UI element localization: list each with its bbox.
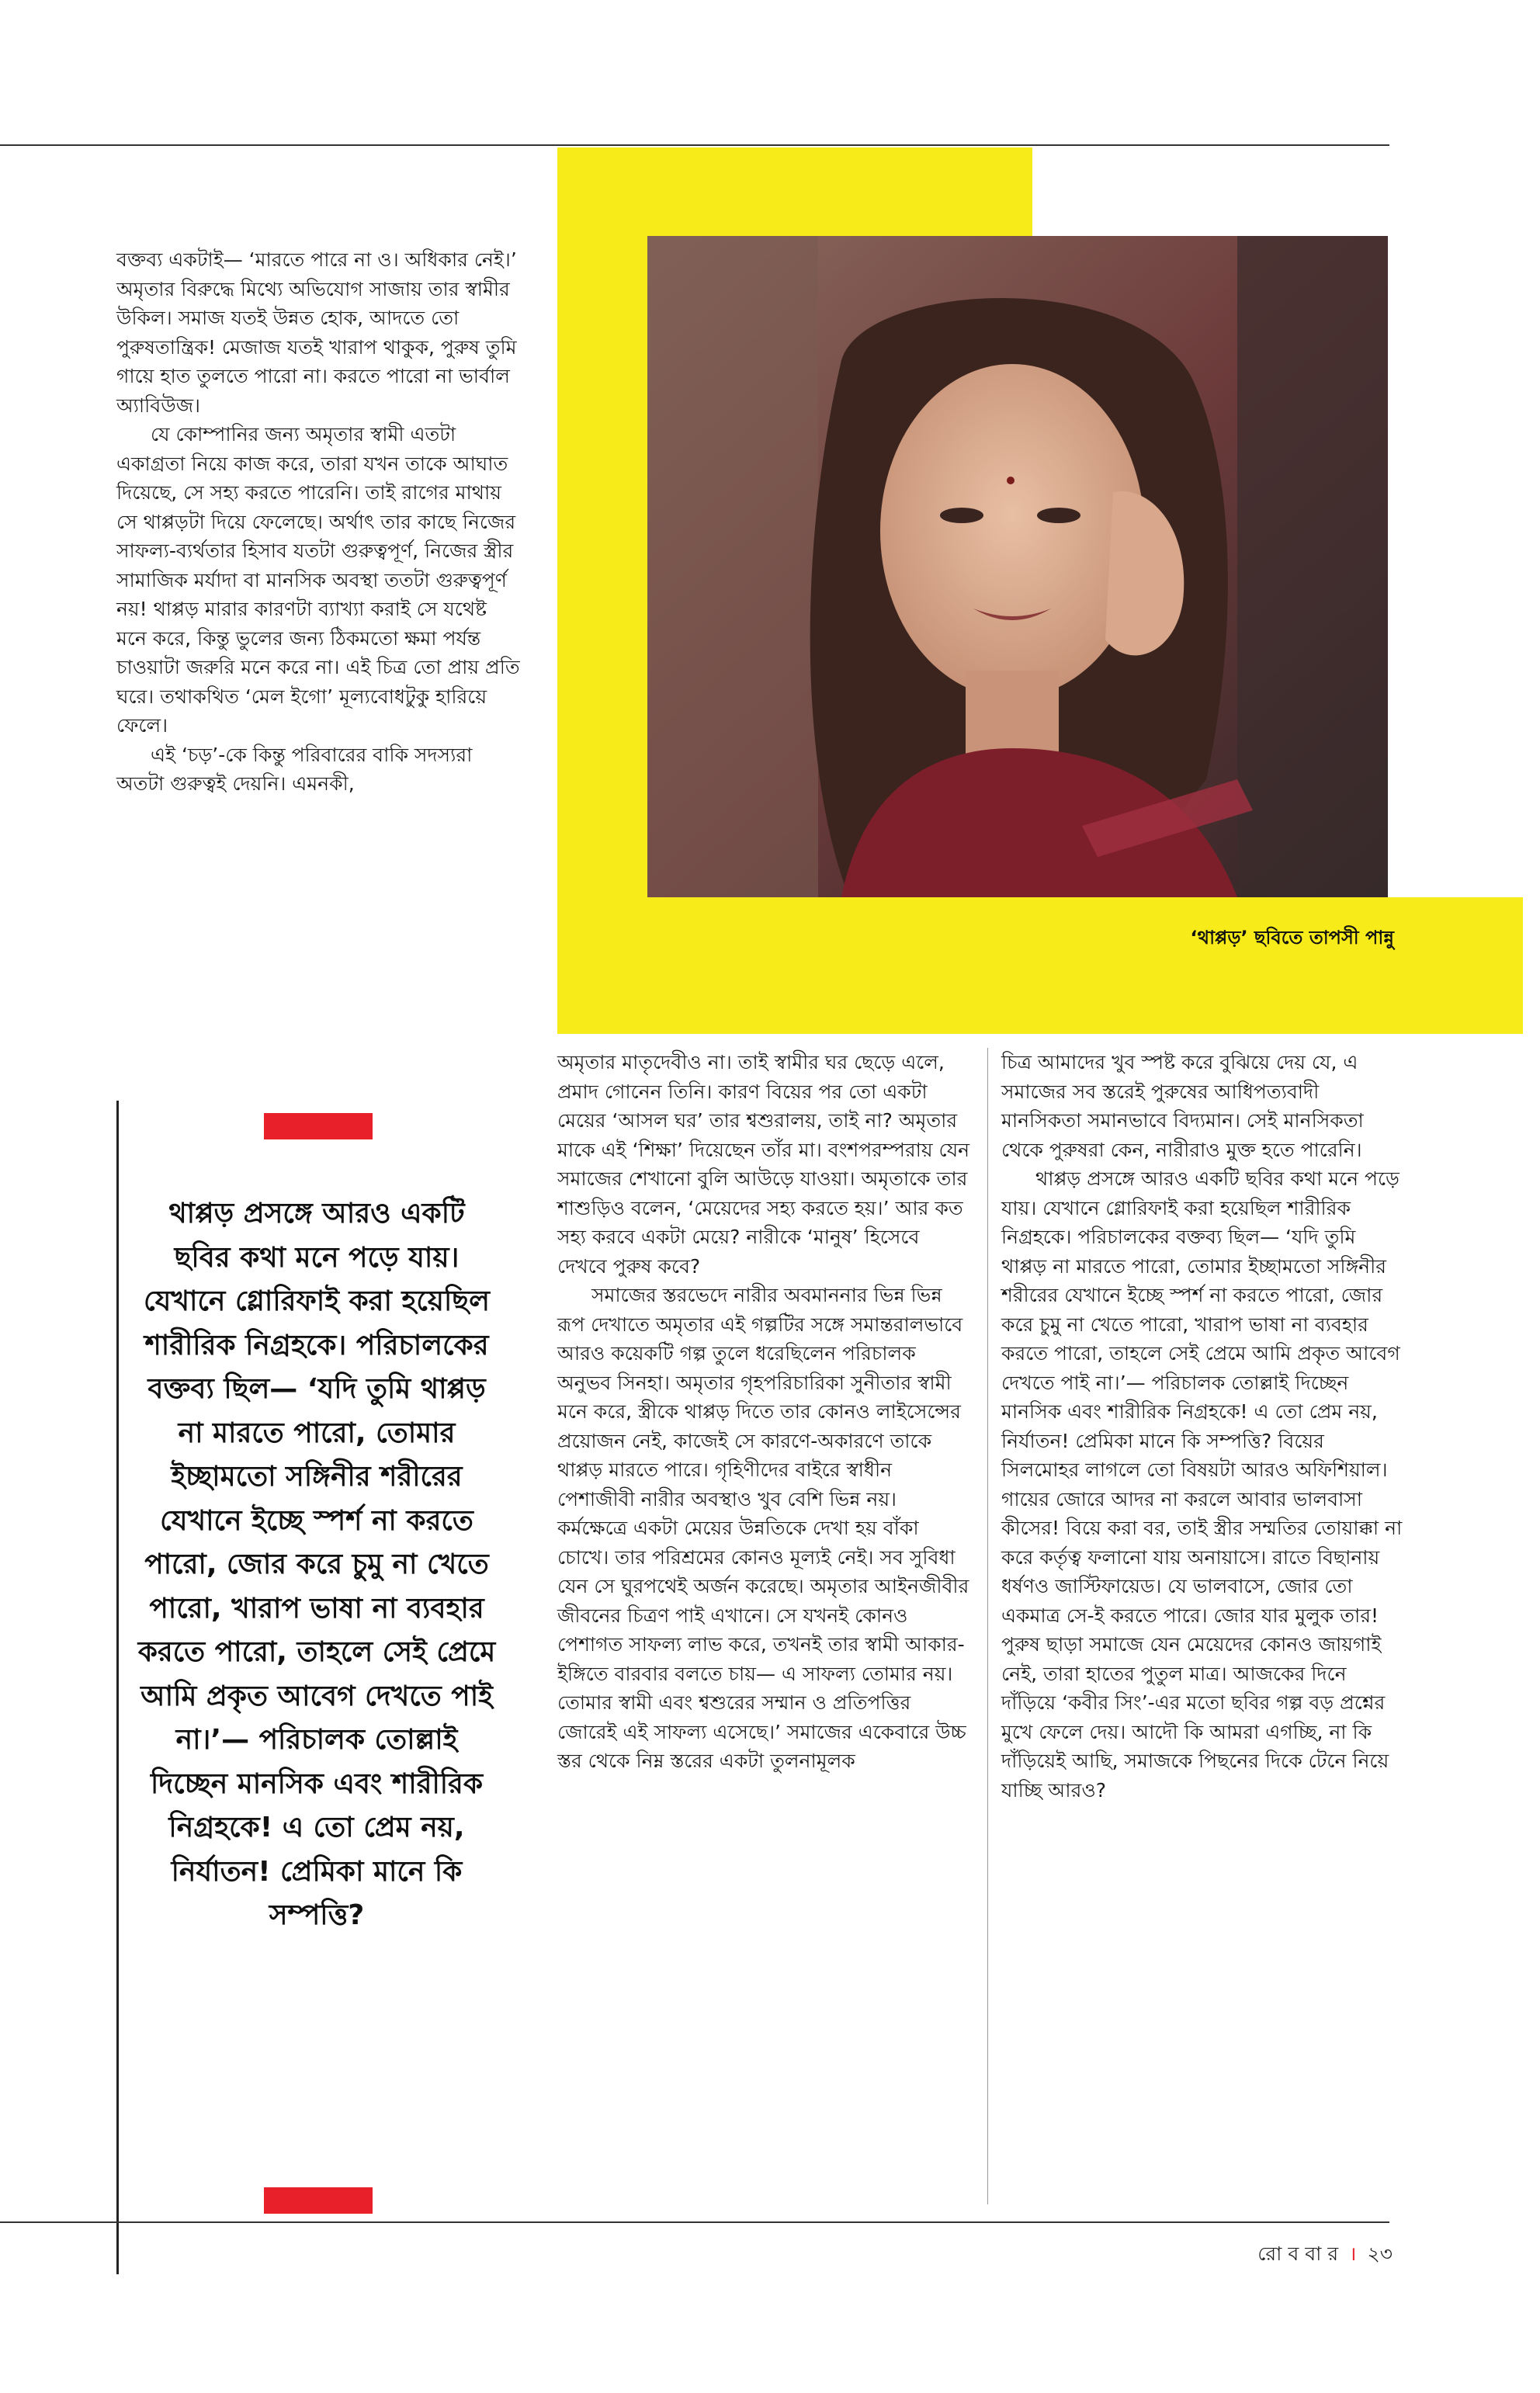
- paragraph: থাপ্পড় প্রসঙ্গে আরও একটি ছবির কথা মনে পড়ে যায়। যেখানে গ্লোরিফাই করা হয়েছিল শারীরিক নিগ্রহকে। পরিচালকের বক্তব্য ছিল— ‘যদি তুমি থাপ্পড় না মারতে পারো, তোমার ইচ্ছামতো সঙ্গিনীর শরীরের যেখানে ইচ্ছে স্পর্শ না করতে পারো, জোর করে চুমু না খেতে পারো, খারাপ ভাষা না ব্যবহার করতে পারো, তাহলে সেই প্রেমে আমি প্রকৃত আবেগ দেখতে পাই না।’— পরিচালক তোল্লাই দিচ্ছেন মানসিক এবং শারীরিক নিগ্রহকে! এ তো প্রেম নয়, নির্যাতন! প্রেমিকা মানে কি সম্পত্তি? বিয়ের সিলমোহর লাগলে তো বিষয়টা আরও অফিশিয়াল। গায়ের জোরে আদর না করলে আবার ভালবাসা কীসের! বিয়ে করা বর, তাই স্ত্রীর সম্মতির তোয়াক্কা না করে কর্তৃত্ব ফলানো যায় অনায়াসে। রাতে বিছানায় ধর্ষণও জাস্টিফায়েড। যে ভালবাসে, জোর তো একমাত্র সে-ই করতে পারে। জোর যার মুলুক তার! পুরুষ ছাড়া সমাজে যেন মেয়েদের কোনও জায়গাই নেই, তারা হাতের পুতুল মাত্র। আজকের দিনে দাঁড়িয়ে ‘কবীর সিং’-এর মতো ছবির গল্প বড় প্রশ্নের মুখে ফেলে দেয়। আদৌ কি আমরা এগচ্ছি, না কি দাঁড়িয়েই আছি, সমাজকে পিছনের দিকে টেনে নিয়ে যাচ্ছি আরও?: [1001, 1167, 1403, 1802]
- article-column-left: [116, 245, 520, 799]
- yellow-accent-left: [557, 147, 647, 978]
- column-divider: [987, 1048, 988, 2204]
- page-footer: [1257, 2239, 1393, 2272]
- page-number: ২৩: [1367, 2242, 1393, 2265]
- film-still-photo: [647, 236, 1388, 897]
- paragraph: অমৃতার মাতৃদেবীও না। তাই স্বামীর ঘর ছেড়ে এলে, প্রমাদ গোনেন তিনি। কারণ বিয়ের পর তো একটা মেয়ের ‘আসল ঘর’ তার শ্বশুরালয়, তাই না? অমৃতার মাকে এই ‘শিক্ষা’ দিয়েছেন তাঁর মা। বংশপরম্পরায় যেন সমাজের শেখানো বুলি আউড়ে যাওয়া। অমৃতাকে তার শাশুড়িও বলেন, ‘মেয়েদের সহ্য করতে হয়।’ আর কত সহ্য করবে একটা মেয়ে? নারীকে ‘মানুষ’ হিসেবে দেখবে পুরুষ কবে?: [557, 1051, 970, 1278]
- paragraph: বক্তব্য একটাই— ‘মারতে পারে না ও। অধিকার নেই।’ অমৃতার বিরুদ্ধে মিথ্যে অভিযোগ সাজায় তার স্বামীর উকিল। সমাজ যতই উন্নত হোক, আদতে তো পুরুষতান্ত্রিক! মেজাজ যতই খারাপ থাকুক, পুরুষ তুমি গায়ে হাত তুলতে পারো না। করতে পারো না ভার্বাল অ্যাবিউজ।: [116, 248, 517, 417]
- article-column-middle: [557, 1048, 973, 1776]
- magazine-name: রো ব বা র: [1257, 2242, 1339, 2265]
- paragraph: সমাজের স্তরভেদে নারীর অবমাননার ভিন্ন ভিন্ন রূপ দেখাতে অমৃতার এই গল্পটির সঙ্গে সমান্তরালভাবে আরও কয়েকটি গল্প তুলে ধরেছিলেন পরিচালক অনুভব সিনহা। অমৃতার গৃহপরিচারিকা সুনীতার স্বামী মনে করে, স্ত্রীকে থাপ্পড় দিতে তার কোনও লাইসেন্সের প্রয়োজন নেই, কাজেই সে কারণে-অকারণে তাকে থাপ্পড় মারতে পারে। গৃহিণীদের বাইরে স্বাধীন পেশাজীবী নারীর অবস্থাও খুব বেশি ভিন্ন নয়। কর্মক্ষেত্রে একটা মেয়ের উন্নতিকে দেখা হয় বাঁকা চোখে। তার পরিশ্রমের কোনও মূল্যই নেই। সব সুবিধা যেন সে ঘুরপথেই অর্জন করেছে। অমৃতার আইনজীবীর জীবনের চিত্রণ পাই এখানে। সে যখনই কোনও পেশাগত সাফল্য লাভ করে, তখনই তার স্বামী আকার-ইঙ্গিতে বারবার বলতে চায়— এ সাফল্য তোমার নয়। তোমার স্বামী এবং শ্বশুরের সম্মান ও প্রতিপত্তির জোরেই এই সাফল্য এসেছে।’ সমাজের একেবারে উচ্চ স্তর থেকে নিম্ন স্তরের একটা তুলনামূলক: [557, 1284, 969, 1772]
- top-rule: [0, 144, 1389, 146]
- paragraph: চিত্র আমাদের খুব স্পষ্ট করে বুঝিয়ে দেয় যে, এ সমাজের সব স্তরেই পুরুষের আধিপত্যবাদী মানসিকতা সমানভাবে বিদ্যমান। সেই মানসিকতা থেকে পুরুষরা কেন, নারীরাও মুক্ত হতে পারেনি।: [1001, 1051, 1364, 1161]
- photo-illustration: [647, 236, 1388, 897]
- photo-caption: ‘থাপ্পড়’ ছবিতে তাপসী পান্নু: [1190, 927, 1394, 949]
- pull-quote: থাপ্পড় প্রসঙ্গে আরও একটি ছবির কথা মনে পড়ে যায়। যেখানে গ্লোরিফাই করা হয়েছিল শারীরিক নিগ্রহকে। পরিচালকের বক্তব্য ছিল— ‘যদি তুমি থাপ্পড় না মারতে পারো, তোমার ইচ্ছামতো সঙ্গিনীর শরীরের যেখানে ইচ্ছে স্পর্শ না করতে পারো, জোর করে চুমু না খেতে পারো, খারাপ ভাষা না ব্যবহার করতে পারো, তাহলে সেই প্রেমে আমি প্রকৃত আবেগ দেখতে পাই না।’— পরিচালক তোল্লাই দিচ্ছেন মানসিক এবং শারীরিক নিগ্রহকে! এ তো প্রেম নয়, নির্যাতন! প্রেমিকা মানে কি সম্পত্তি?: [137, 1198, 496, 1931]
- red-accent-bar-bottom: [264, 2187, 373, 2214]
- article-column-right: [1001, 1048, 1405, 1805]
- paragraph: এই ‘চড়’-কে কিন্তু পরিবারের বাকি সদস্যরা অতটা গুরুত্বই দেয়নি। এমনকী,: [116, 743, 473, 795]
- red-accent-bar-top: [264, 1113, 373, 1139]
- yellow-accent-bottom: [557, 897, 1523, 1034]
- paragraph: যে কোম্পানির জন্য অমৃতার স্বামী এতটা একাগ্রতা নিয়ে কাজ করে, তারা যখন তাকে আঘাত দিয়েছে, সে সহ্য করতে পারেনি। তাই রাগের মাথায় সে থাপ্পড়টা দিয়ে ফেলেছে। অর্থাৎ তার কাছে নিজের সাফল্য-ব্যর্থতার হিসাব যতটা গুরুত্বপূর্ণ, নিজের স্ত্রীর সামাজিক মর্যাদা বা মানসিক অবস্থা ততটা গুরুত্বপূর্ণ নয়! থাপ্পড় মারার কারণটা ব্যাখ্যা করাই সে যথেষ্ট মনে করে, কিন্তু ভুলের জন্য ঠিকমতো ক্ষমা পর্যন্ত চাওয়াটা জরুরি মনে করে না। এই চিত্র তো প্রায় প্রতি ঘরে। তথাকথিত ‘মেল ইগো’ মূল্যবোধটুকু হারিয়ে ফেলে।: [116, 423, 520, 737]
- footer-separator: ।: [1349, 2242, 1357, 2265]
- bottom-rule: [0, 2221, 1389, 2223]
